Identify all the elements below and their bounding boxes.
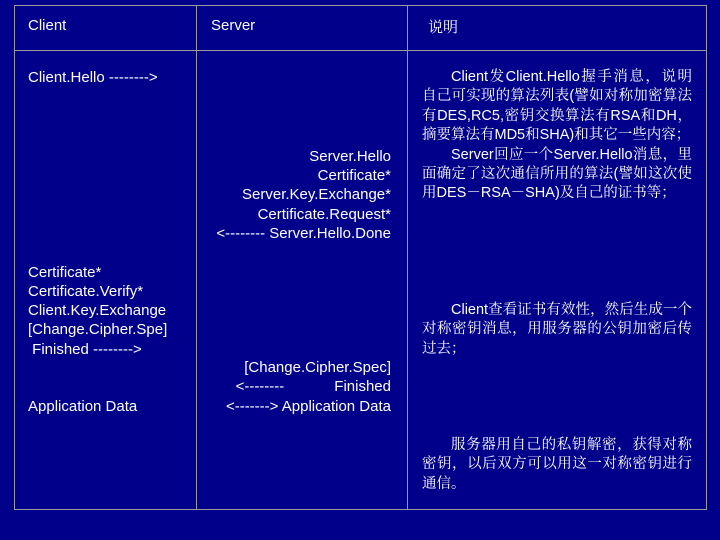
client-block-line: [Change.Cipher.Spe]	[28, 321, 168, 338]
notes-paragraph-4: 服务器用自己的私钥解密，获得对称密钥，以后双方可以用这一对称密钥进行通信。	[422, 437, 692, 492]
server-block-line: <-------- Server.Hello.Done	[216, 225, 391, 242]
header-notes: 说明	[428, 19, 459, 36]
server-block-line: Server.Key.Exchange*	[242, 186, 391, 203]
notes-paragraph-2: Server回应一个Server.Hello消息，里面确定了这次通信所用的算法(譬如这次使用DES－RSA－SHA)及自己的证书等；	[422, 146, 692, 202]
column-divider-1	[196, 6, 197, 509]
notes-paragraph-3: Client查看证书有效性，然后生成一个对称密钥消息，用服务器的公钥加密后传过去；	[422, 302, 692, 357]
client-block-line: Certificate.Verify*	[28, 283, 144, 300]
client-block-line: Client.Key.Exchange	[28, 302, 167, 319]
notes-paragraph-1-2	[422, 68, 692, 204]
server-block-line: Server.Hello	[309, 148, 391, 165]
client-block-line: Certificate*	[28, 264, 102, 281]
server-block-line: Certificate*	[317, 167, 391, 184]
client-application-data: Application Data	[28, 398, 138, 415]
client-block-line: Finished -------->	[28, 341, 142, 358]
header-divider	[15, 50, 706, 51]
notes-paragraph-4-block	[422, 436, 692, 494]
server-finish-line: [Change.Cipher.Spec]	[244, 359, 391, 376]
notes-paragraph-1: Client发Client.Hello握手消息，说明自己可实现的算法列表(譬如对称加密算法有DES,RC5,密钥交换算法有RSA和DH，摘要算法有MD5和SHA)和其它一些内容；	[422, 69, 692, 144]
header-server: Server	[211, 17, 256, 34]
client-hello: Client.Hello -------->	[28, 69, 158, 86]
header-client: Client	[28, 17, 67, 34]
server-finish-line: <-------- Finished	[235, 378, 391, 395]
server-block-line: Certificate.Request*	[257, 206, 391, 223]
notes-paragraph-3-block	[422, 301, 692, 359]
column-divider-2	[407, 6, 408, 509]
server-finish-line: <-------> Application Data	[225, 398, 391, 415]
